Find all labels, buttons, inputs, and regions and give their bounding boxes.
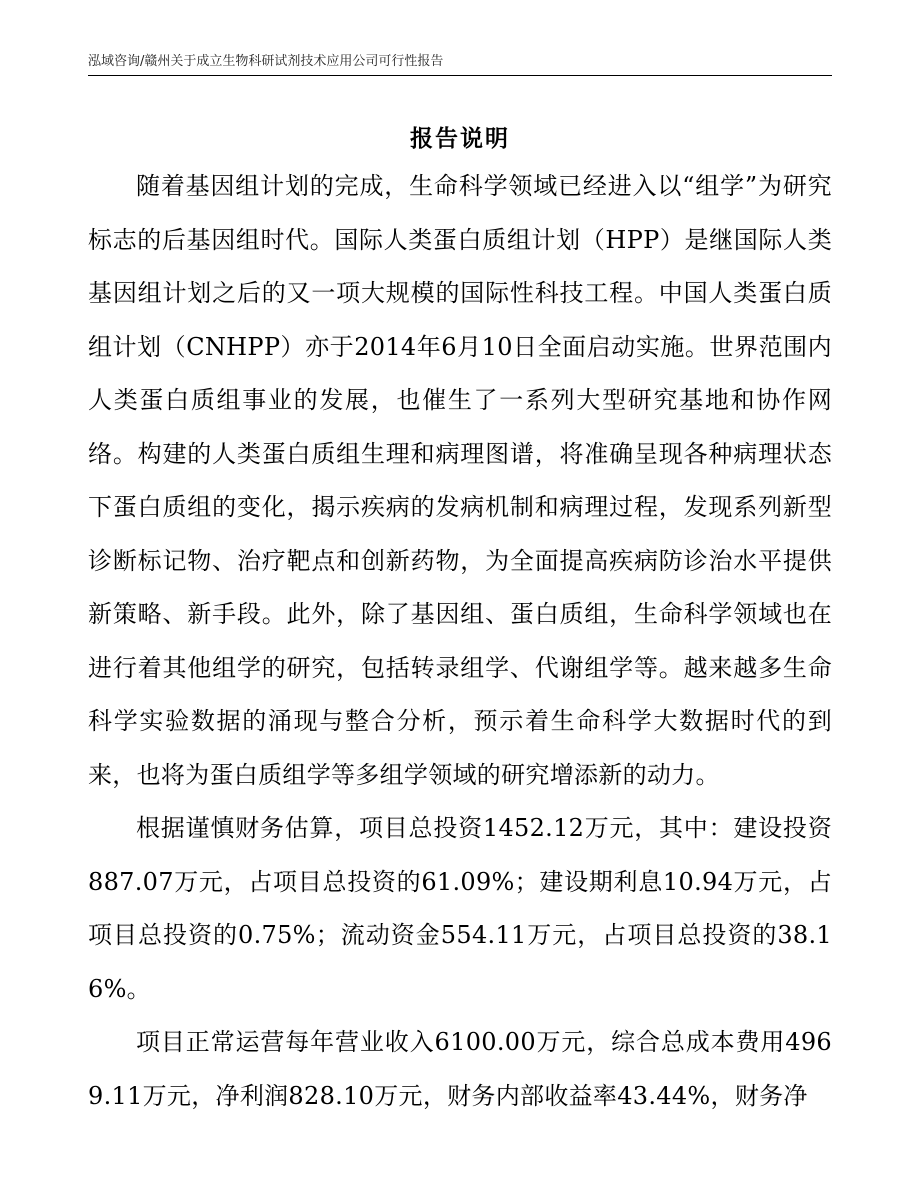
running-header: 泓域咨询/赣州关于成立生物科研试剂技术应用公司可行性报告 <box>88 54 444 69</box>
report-body <box>88 160 832 1123</box>
paragraph-investment: 根据谨慎财务估算，项目总投资1452.12万元，其中：建设投资887.07万元，占项目总投资的61.09%；建设期利息10.94万元，占项目总投资的0.75%；流动资金554.11万元，占项目总投资的38.16%。 <box>88 814 832 1003</box>
header-divider <box>88 75 832 76</box>
page-title: 报告说明 <box>410 125 510 152</box>
paragraph-revenue: 项目正常运营每年营业收入6100.00万元，综合总成本费用4969.11万元，净利润828.10万元，财务内部收益率43.44%，财务净 <box>88 1028 832 1110</box>
paragraph-background: 随着基因组计划的完成，生命科学领域已经进入以“组学”为研究标志的后基因组时代。国际人类蛋白质组计划（HPP）是继国际人类基因组计划之后的又一项大规模的国际性科技工程。中国人类蛋白质组计划（CNHPP）亦于2014年6月10日全面启动实施。世界范围内人类蛋白质组事业的发展，也催生了一系列大型研究基地和协作网络。构建的人类蛋白质组生理和病理图谱，将准确呈现各种病理状态下蛋白质组的变化，揭示疾病的发病机制和病理过程，发现系列新型诊断标记物、治疗靶点和创新药物，为全面提高疾病防诊治水平提供新策略、新手段。此外，除了基因组、蛋白质组，生命科学领域也在进行着其他组学的研究，包括转录组学、代谢组学等。越来越多生命科学实验数据的涌现与整合分析，预示着生命科学大数据时代的到来，也将为蛋白质组学等多组学领域的研究增添新的动力。 <box>88 172 832 789</box>
